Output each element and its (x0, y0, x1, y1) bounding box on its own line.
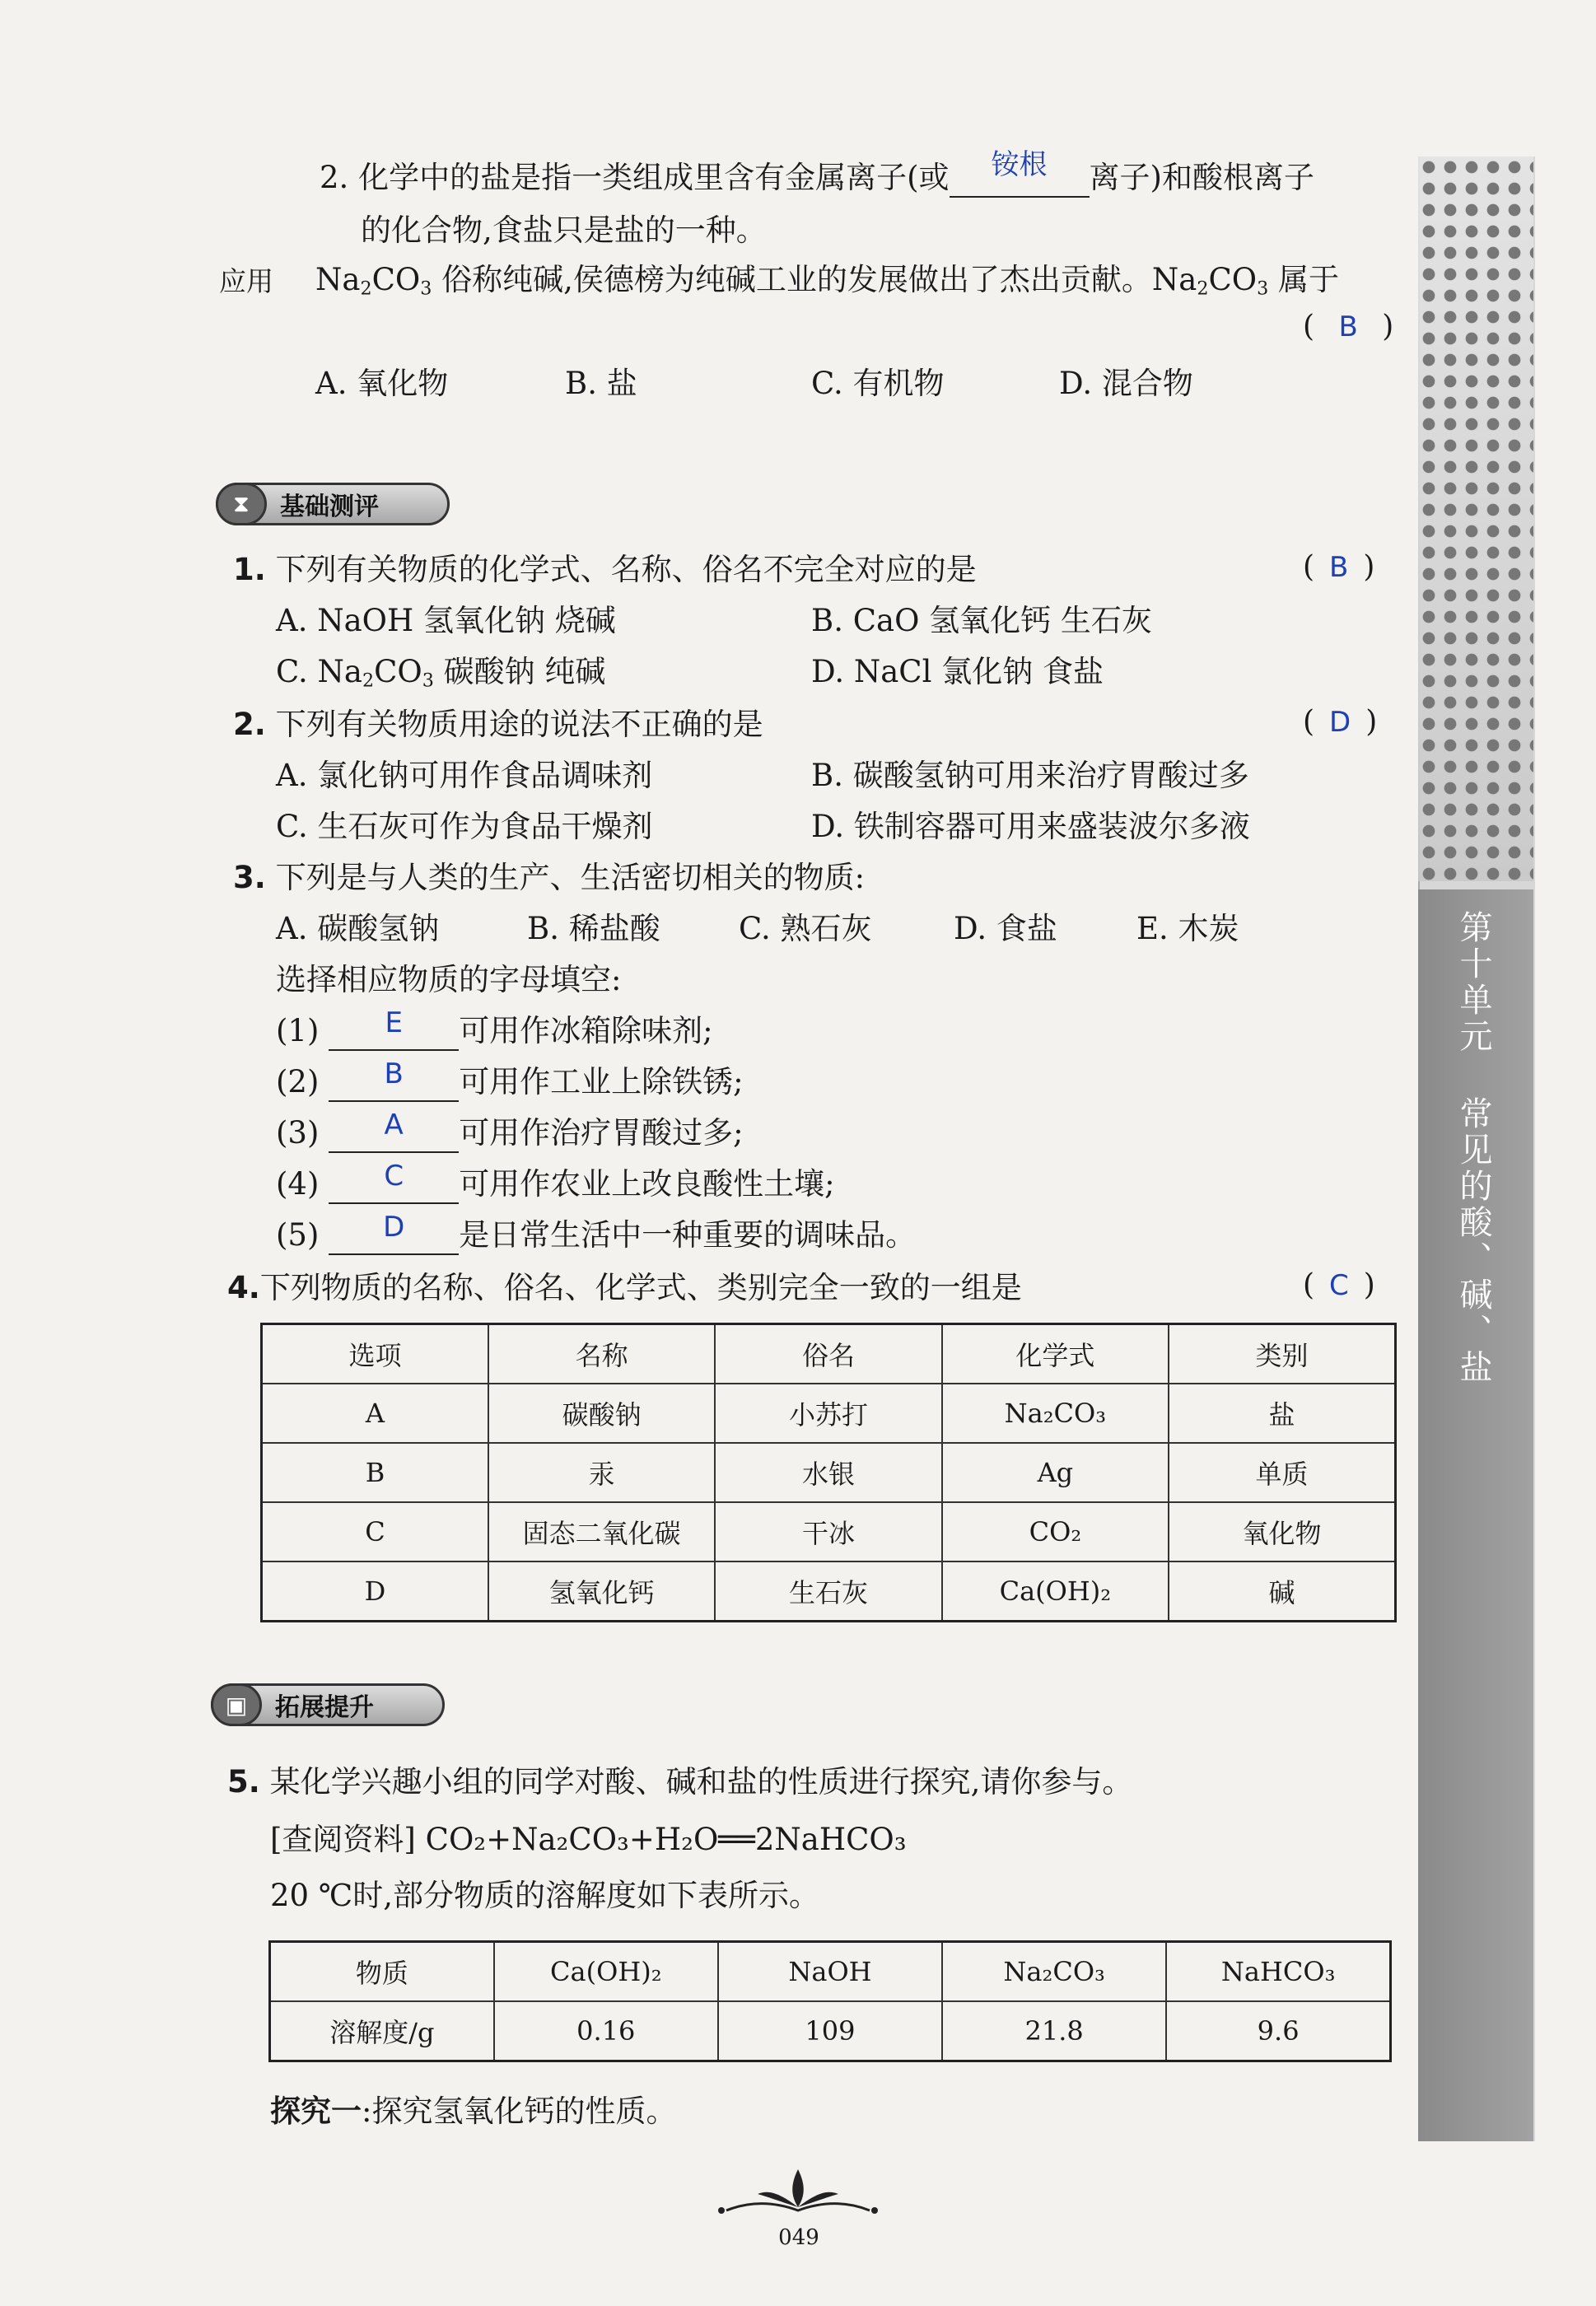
handwritten-answer: B (1329, 551, 1349, 584)
page-number: 049 (778, 2225, 819, 2250)
floppy-disk-icon: ▣ (211, 1683, 262, 1726)
question-5-stem: 5. 某化学兴趣小组的同学对酸、碱和盐的性质进行探究,请你参与。 (227, 1764, 1133, 1800)
application-tag: 应用 (219, 265, 273, 297)
question-4-stem: 4.下列物质的名称、俗名、化学式、类别完全一致的一组是 (227, 1270, 1022, 1305)
application-option-a: A. 氧化物 (315, 366, 449, 401)
table-row: A 碳酸钠 小苏打 Na₂CO₃ 盐 (262, 1384, 1396, 1443)
handwritten-answer: E (385, 1006, 403, 1039)
handwritten-answer: B (1338, 310, 1358, 343)
question-5-reference: [查阅资料] CO₂+Na₂CO₃+H₂O══2NaHCO₃ (270, 1822, 907, 1857)
question-3-option-d: D. 食盐 (954, 911, 1057, 946)
handwritten-answer: D (383, 1211, 405, 1244)
table-row: C 固态二氧化碳 干冰 CO₂ 氧化物 (262, 1502, 1396, 1561)
table-row: 溶解度/g 0.16 109 21.8 9.6 (270, 2001, 1391, 2061)
hourglass-icon: ⧗ (216, 483, 267, 525)
question-2-option-c: C. 生石灰可作为食品干燥剂 (276, 809, 653, 844)
question-1-option-b: B. CaO 氢氧化钙 生石灰 (811, 603, 1152, 638)
question-5-solubility-intro: 20 ℃时,部分物质的溶解度如下表所示。 (270, 1878, 819, 1913)
question-3-option-b: B. 稀盐酸 (527, 911, 660, 946)
question-3-item-3: (3) A 可用作治疗胃酸过多; (276, 1113, 744, 1153)
section-badge-basic: ⧗ 基础测评 (216, 483, 450, 525)
handwritten-answer: A (384, 1109, 404, 1141)
handwritten-answer: D (1329, 706, 1351, 739)
side-tab-pattern (1418, 156, 1533, 881)
side-tab-text: 第十单元 常见的酸、碱、盐 (1454, 910, 1492, 1386)
explore-one: 探究一:探究氢氧化钙的性质。 (270, 2094, 677, 2129)
question-1-answer: ( B ) (1303, 550, 1375, 584)
application-option-b: B. 盐 (565, 366, 637, 401)
question-2-option-a: A. 氯化钠可用作食品调味剂 (276, 758, 653, 793)
question-1-stem: 1. 下列有关物质的化学式、名称、俗名不完全对应的是 (233, 552, 977, 587)
section-badge-extension: ▣ 拓展提升 (211, 1683, 445, 1726)
question-2-stem: 2. 下列有关物质用途的说法不正确的是 (233, 707, 763, 742)
question-3-option-e: E. 木炭 (1136, 911, 1239, 946)
footer-ornament (710, 2161, 886, 2227)
question-3-item-4: (4) C 可用作农业上改良酸性土壤; (276, 1165, 835, 1204)
question-1-option-d: D. NaCl 氯化钠 食盐 (811, 654, 1104, 689)
handwritten-answer: C (384, 1160, 404, 1193)
question-2-option-b: B. 碳酸氢钠可用来治疗胃酸过多 (811, 758, 1249, 793)
handwritten-answer: 铵根 (991, 148, 1048, 181)
answer-blank (950, 148, 1090, 198)
question-4-table (260, 1323, 1397, 1622)
pre-question-2-line1: 2. 化学中的盐是指一类组成里含有金属离子(或 铵根 离子)和酸根离子 (320, 158, 1314, 198)
solubility-table (268, 1940, 1392, 2062)
table-header-row: 选项 名称 俗名 化学式 类别 (262, 1324, 1396, 1384)
question-3-item-2: (2) B 可用作工业上除铁锈; (276, 1062, 744, 1102)
question-3-stem: 3. 下列是与人类的生产、生活密切相关的物质: (233, 860, 866, 895)
question-1-option-c: C. $Na_2CO_3$ 碳酸钠 纯碱 (276, 654, 606, 692)
application-option-c: C. 有机物 (811, 366, 945, 401)
question-1-option-a: A. NaOH 氢氧化钠 烧碱 (276, 603, 616, 638)
question-3-instruction: 选择相应物质的字母填空: (276, 962, 622, 997)
handwritten-answer: C (1329, 1269, 1349, 1302)
handwritten-answer: B (384, 1057, 404, 1090)
application-stem: $Na_2CO_3$ 俗称纯碱,侯德榜为纯碱工业的发展做出了杰出贡献。$Na_2CO_3$ 属于 (315, 262, 1339, 300)
question-3-option-a: A. 碳酸氢钠 (276, 911, 440, 946)
question-4-answer: ( C ) (1303, 1268, 1375, 1302)
table-row: D 氢氧化钙 生石灰 Ca(OH)₂ 碱 (262, 1561, 1396, 1622)
question-2-option-d: D. 铁制容器可用来盛装波尔多液 (811, 809, 1250, 844)
question-3-option-c: C. 熟石灰 (739, 911, 872, 946)
table-header-row: 物质 Ca(OH)₂ NaOH Na₂CO₃ NaHCO₃ (270, 1942, 1391, 2002)
application-answer-paren: ( B ) (1303, 310, 1394, 343)
table-row: B 汞 水银 Ag 单质 (262, 1443, 1396, 1502)
pre-question-2-line2: 的化合物,食盐只是盐的一种。 (361, 212, 767, 248)
question-2-answer: ( D ) (1303, 705, 1378, 739)
question-3-item-5: (5) D 是日常生活中一种重要的调味品。 (276, 1216, 916, 1255)
application-option-d: D. 混合物 (1059, 366, 1193, 401)
question-3-item-1: (1) E 可用作冰箱除味剂; (276, 1011, 713, 1051)
